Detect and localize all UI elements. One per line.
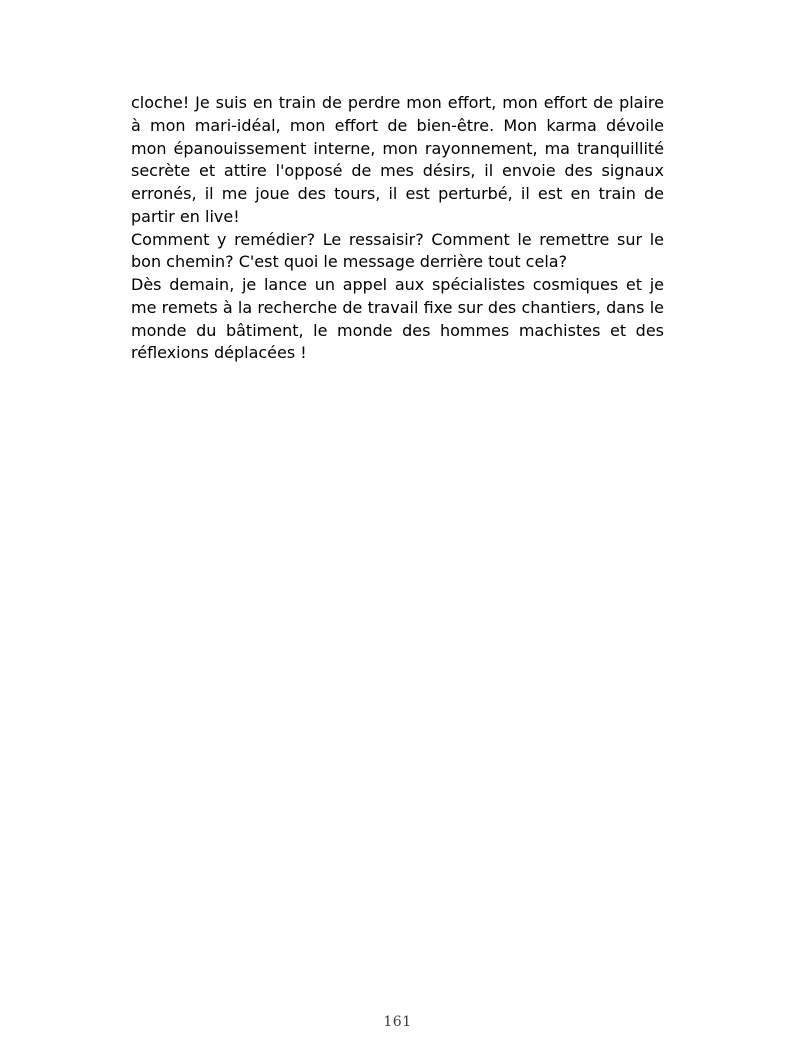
- paragraph-1: cloche! Je suis en train de perdre mon effort, mon effort de plaire à mon mari-idéal, mon effort de bien-être. Mon karma dévoile mon épanouissement interne, mon rayonnement, ma tranquillité secrète et attire l'opposé de mes désirs, il envoie des signaux erronés, il me joue des tours, il est perturbé, il est en train de partir en live!: [131, 93, 664, 226]
- paragraph-3: Dès demain, je lance un appel aux spécialistes cosmiques et je me remets à la recherche de travail fixe sur des chantiers, dans le monde du bâtiment, le monde des hommes machistes et des réflexions déplacées !: [131, 275, 664, 363]
- body-text-block: [131, 92, 664, 365]
- page-number: 161: [383, 1014, 412, 1030]
- paragraph-2: Comment y remédier? Le ressaisir? Comment le remettre sur le bon chemin? C'est quoi le message derrière tout cela?: [131, 229, 664, 272]
